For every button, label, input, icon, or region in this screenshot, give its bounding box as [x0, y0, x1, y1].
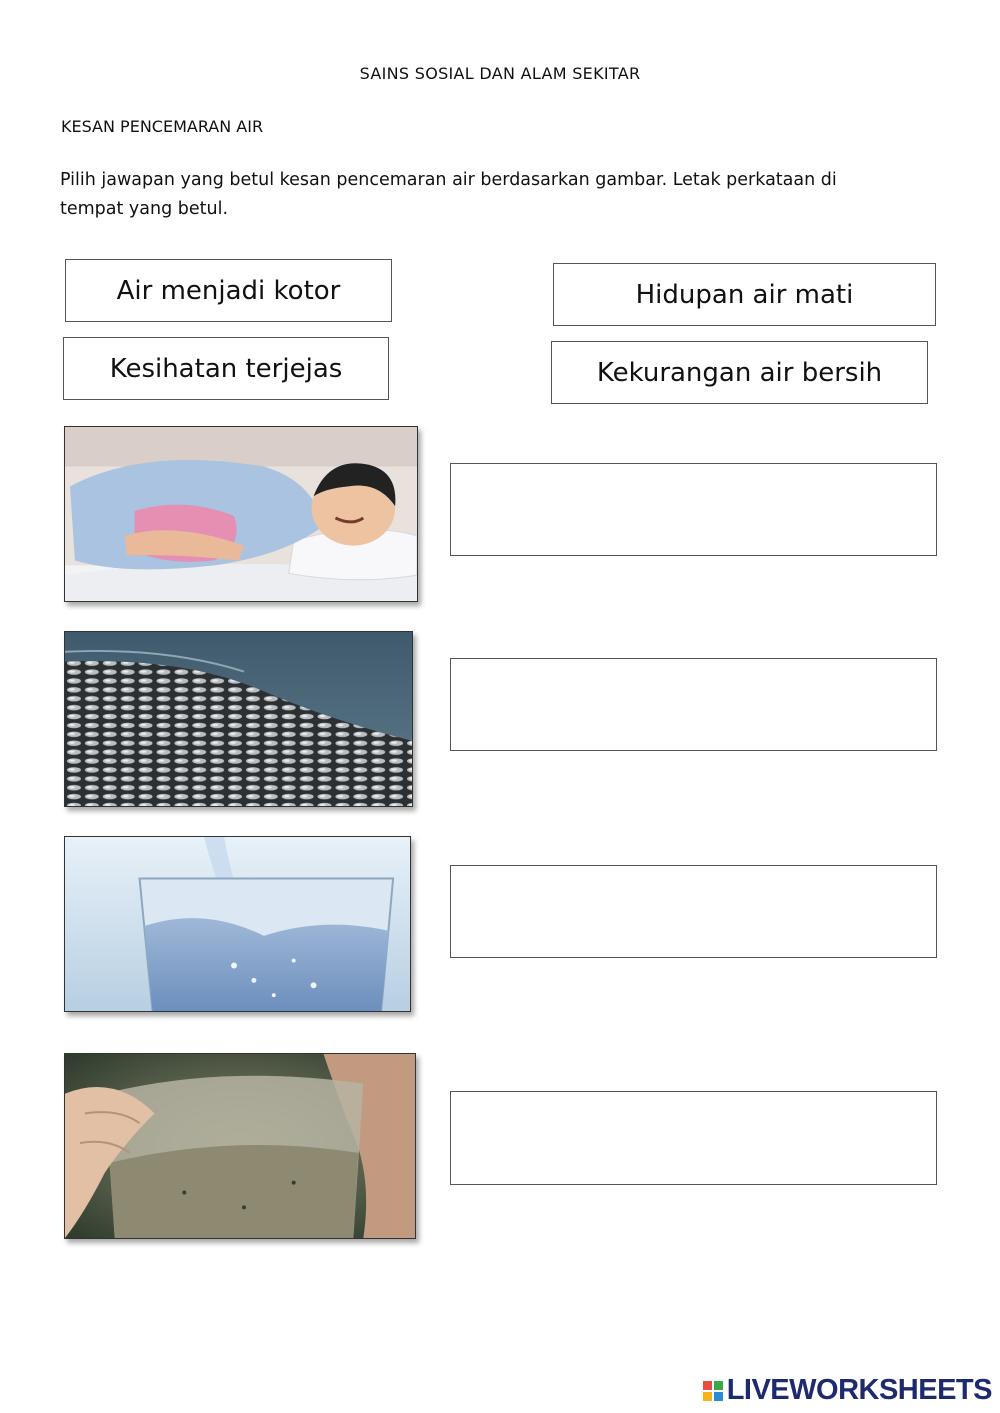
image-dead-fish	[64, 631, 413, 807]
worksheet-title: SAINS SOSIAL DAN ALAM SEKITAR	[359, 64, 641, 83]
drop-zone-3[interactable]	[450, 865, 937, 958]
word-kesihatan-terjejas[interactable]: Kesihatan terjejas	[63, 337, 389, 400]
word-air-menjadi-kotor[interactable]: Air menjadi kotor	[65, 259, 392, 322]
image-clean-water	[64, 836, 411, 1012]
instruction-text: Pilih jawapan yang betul kesan pencemaran air berdasarkan gambar. Letak perkataan di tempat yang betul.	[60, 170, 837, 219]
liveworksheets-logo	[703, 1374, 992, 1407]
image-dirty-water	[64, 1053, 416, 1239]
word-hidupan-air-mati[interactable]: Hidupan air mati	[553, 263, 936, 326]
logo-mark-icon	[703, 1381, 723, 1401]
brand-name: LIVEWORKSHEETS	[726, 1374, 992, 1406]
word-kekurangan-air-bersih[interactable]: Kekurangan air bersih	[551, 341, 928, 404]
drop-zone-4[interactable]	[450, 1091, 937, 1185]
drop-zone-2[interactable]	[450, 658, 937, 751]
worksheet-subtitle: KESAN PENCEMARAN AIR	[61, 117, 264, 136]
drop-zone-1[interactable]	[450, 463, 937, 556]
image-sick-child	[64, 426, 418, 602]
